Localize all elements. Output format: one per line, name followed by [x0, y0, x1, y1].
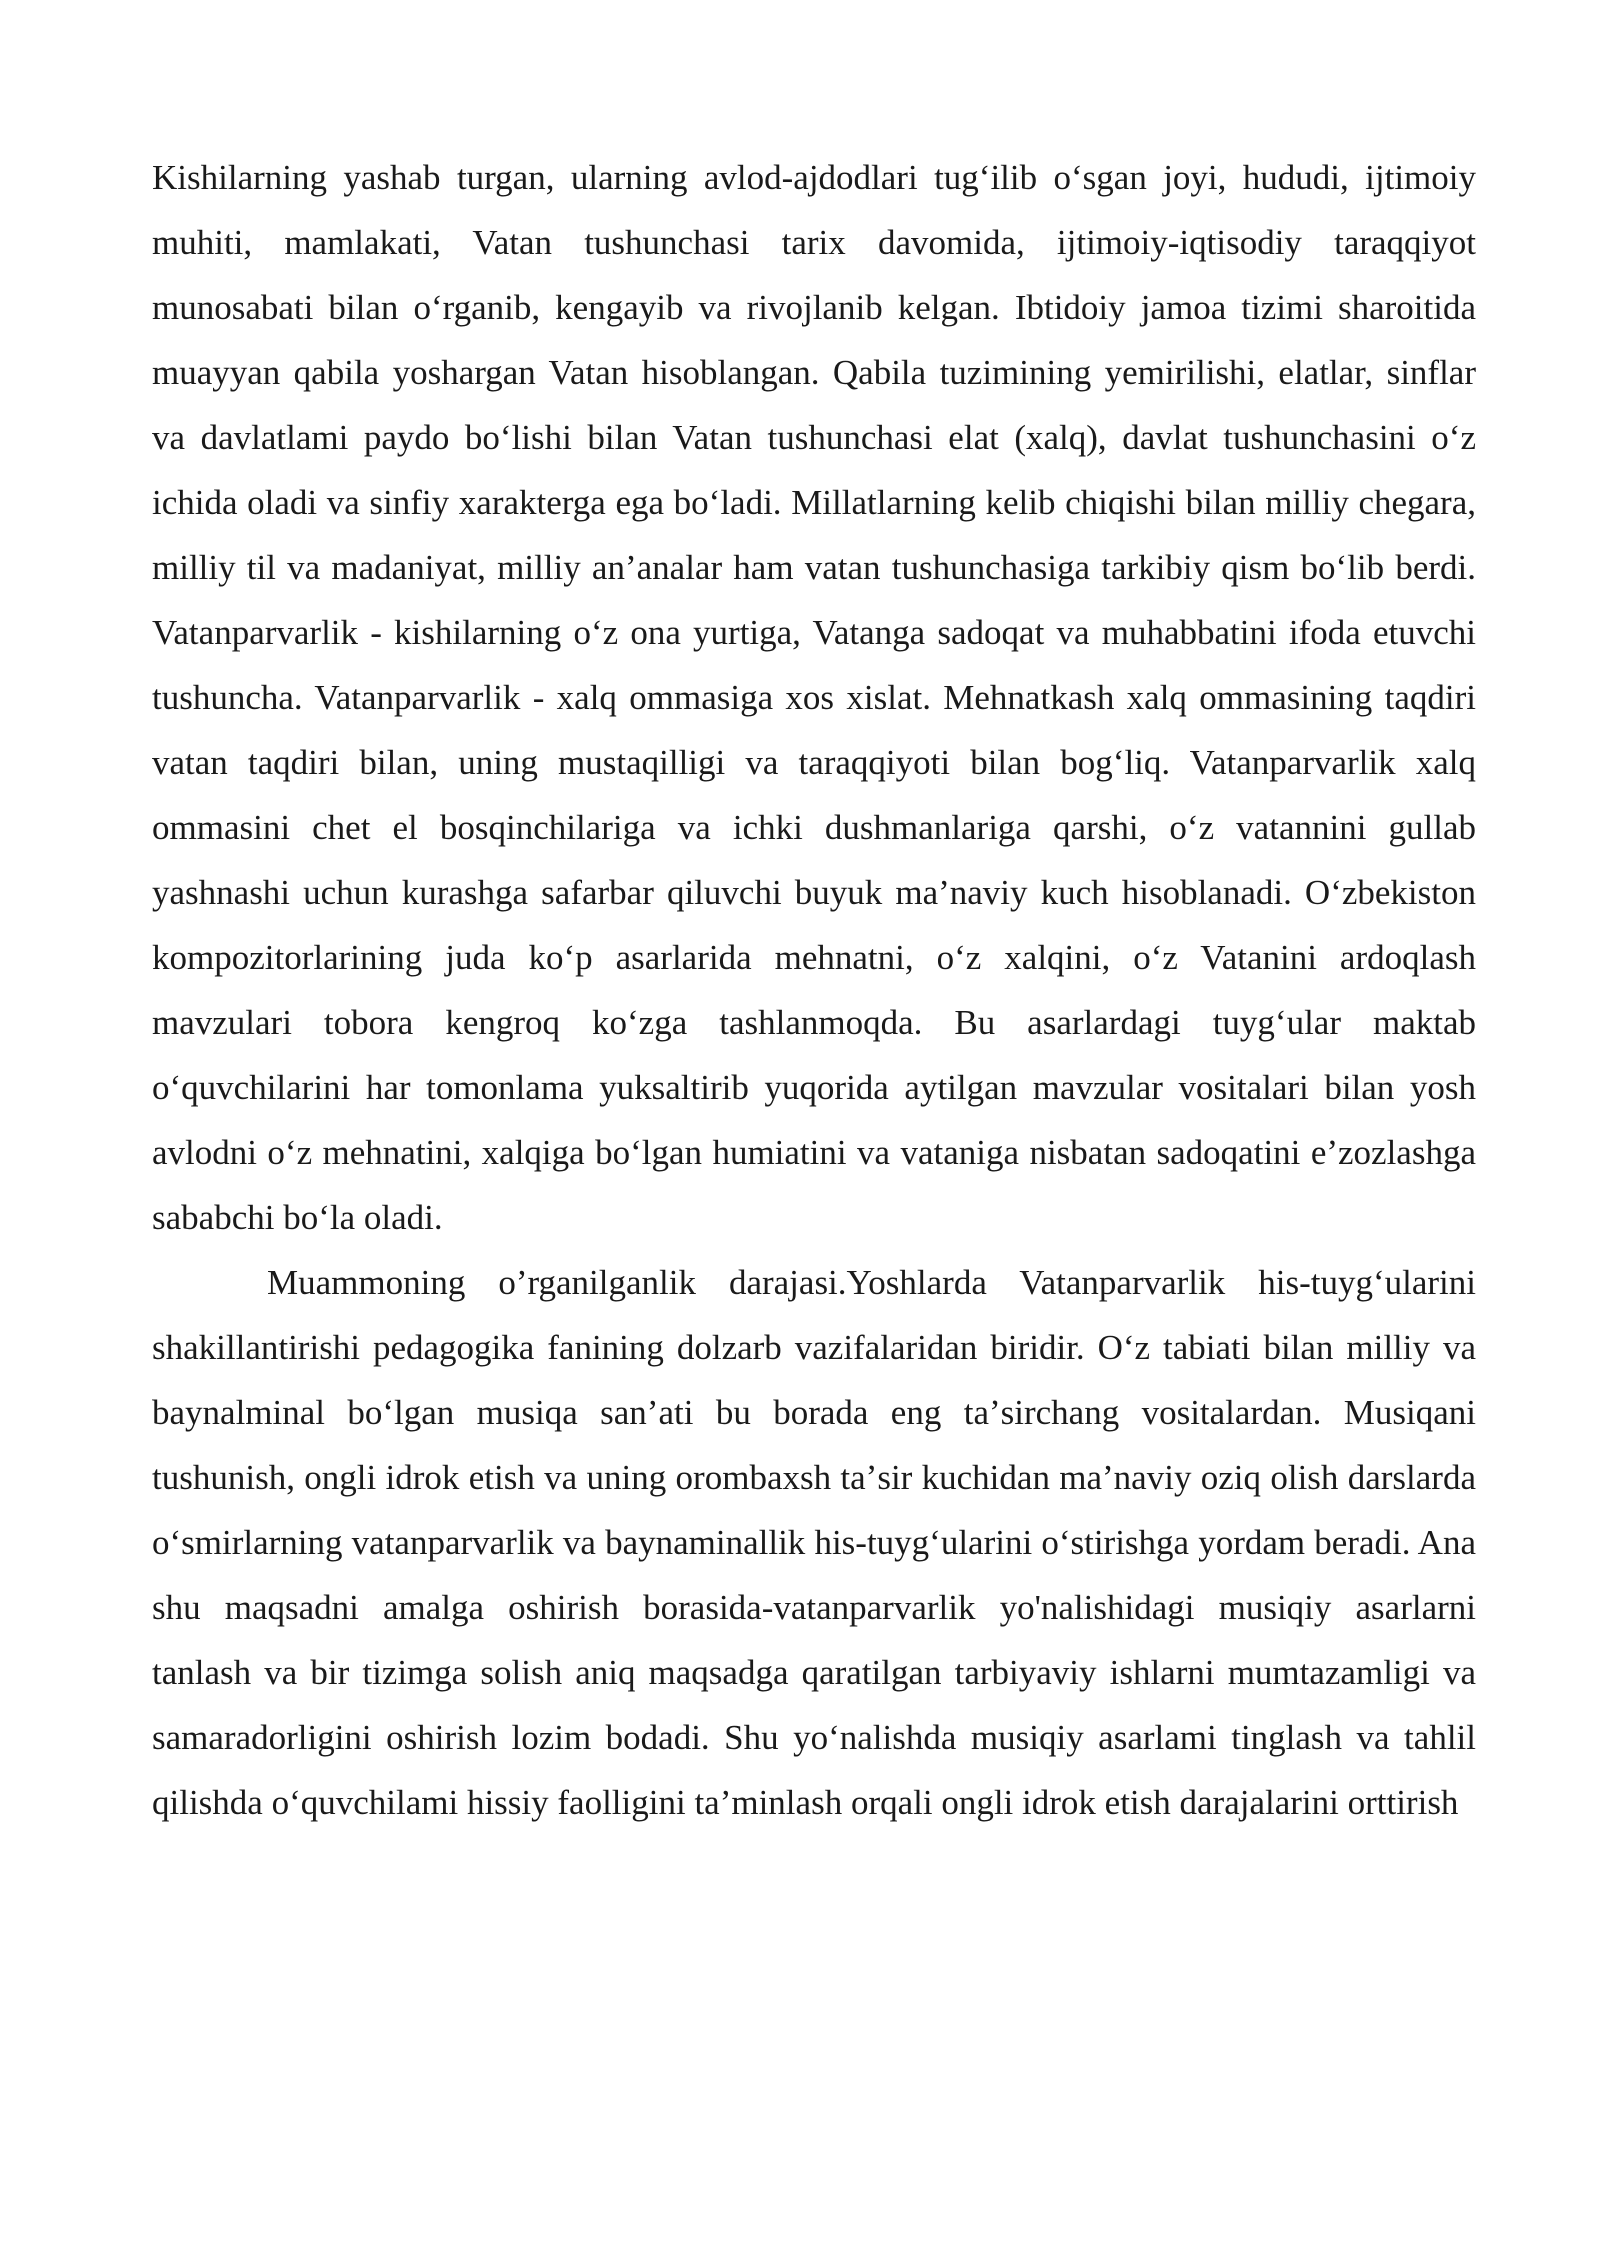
paragraph-intro: Kishilarning yashab turgan, ularning avlod-ajdodlari tug‘ilib o‘sgan joyi, hududi, ijtimoiy muhiti, mamlakati, Vatan tushunchasi tarix davomida, ijtimoiy-iqtisodiy taraqqiyot munosabati bilan o‘rganib, kengayib va rivojlanib kelgan. Ibtidoiy jamoa tizimi sharoitida muayyan qabila yoshargan Vatan hisoblangan. Qabila tuzimining yemirilishi, elatlar, sinflar va davlatlami paydo bo‘lishi bilan Vatan tushunchasi elat (xalq), davlat tushunchasini o‘z ichida oladi va sinfiy xarakterga ega bo‘ladi. Millatlarning kelib chiqishi bilan milliy chegara, milliy til va madaniyat, milliy an’analar ham vatan tushunchasiga tarkibiy qism bo‘lib berdi. Vatanparvarlik - kishilarning o‘z ona yurtiga, Vatanga sadoqat va muhabbatini ifoda etuvchi tushuncha. Vatanparvarlik - xalq ommasiga xos xislat. Mehnatkash xalq ommasining taqdiri vatan taqdiri bilan, uning mustaqilligi va taraqqiyoti bilan bog‘liq. Vatanparvarlik xalq ommasini chet el bosqinchilariga va ichki dushmanlariga qarshi, o‘z vatannini gullab yashnashi uchun kurashga safarbar qiluvchi buyuk ma’naviy kuch hisoblanadi. O‘zbekiston kompozitorlarining juda ko‘p asarlarida mehnatni, o‘z xalqini, o‘z Vatanini ardoqlash mavzulari tobora kengroq ko‘zga tashlanmoqda. Bu asarlardagi tuyg‘ular maktab o‘quvchilarini har tomonlama yuksaltirib yuqorida aytilgan mavzular vositalari bilan yosh avlodni o‘z mehnatini, xalqiga bo‘lgan humiatini va vataniga nisbatan sadoqatini eʼzozlashga sababchi bo‘la oladi. [152, 158, 1476, 1237]
paragraph-research-degree: Muammoning o’rganilganlik darajasi.Yoshlarda Vatanparvarlik his-tuyg‘ularini shakillantirishi pedagogika fanining dolzarb vazifalaridan biridir. O‘z tabiati bilan milliy va baynalminal bo‘lgan musiqa san’ati bu borada eng taʼsirchang vositalardan. Musiqani tushunish, ongli idrok etish va uning orombaxsh taʼsir kuchidan ma’naviy oziq olish darslarda o‘smirlarning vatanparvarlik va baynaminallik his-tuyg‘ularini o‘stirishga yordam beradi. Ana shu maqsadni amalga oshirish borasida-vatanparvarlik yo'nalishidagi musiqiy asarlarni tanlash va bir tizimga solish aniq maqsadga qaratilgan tarbiyaviy ishlarni mumtazamligi va samaradorligini oshirish lozim bodadi. Shu yo‘nalishda musiqiy asarlami tinglash va tahlil qilishda o‘quvchilami hissiy faolligini ta’minlash orqali ongli idrok etish darajalarini orttirish [152, 1263, 1476, 1822]
body-text [152, 145, 1476, 1835]
